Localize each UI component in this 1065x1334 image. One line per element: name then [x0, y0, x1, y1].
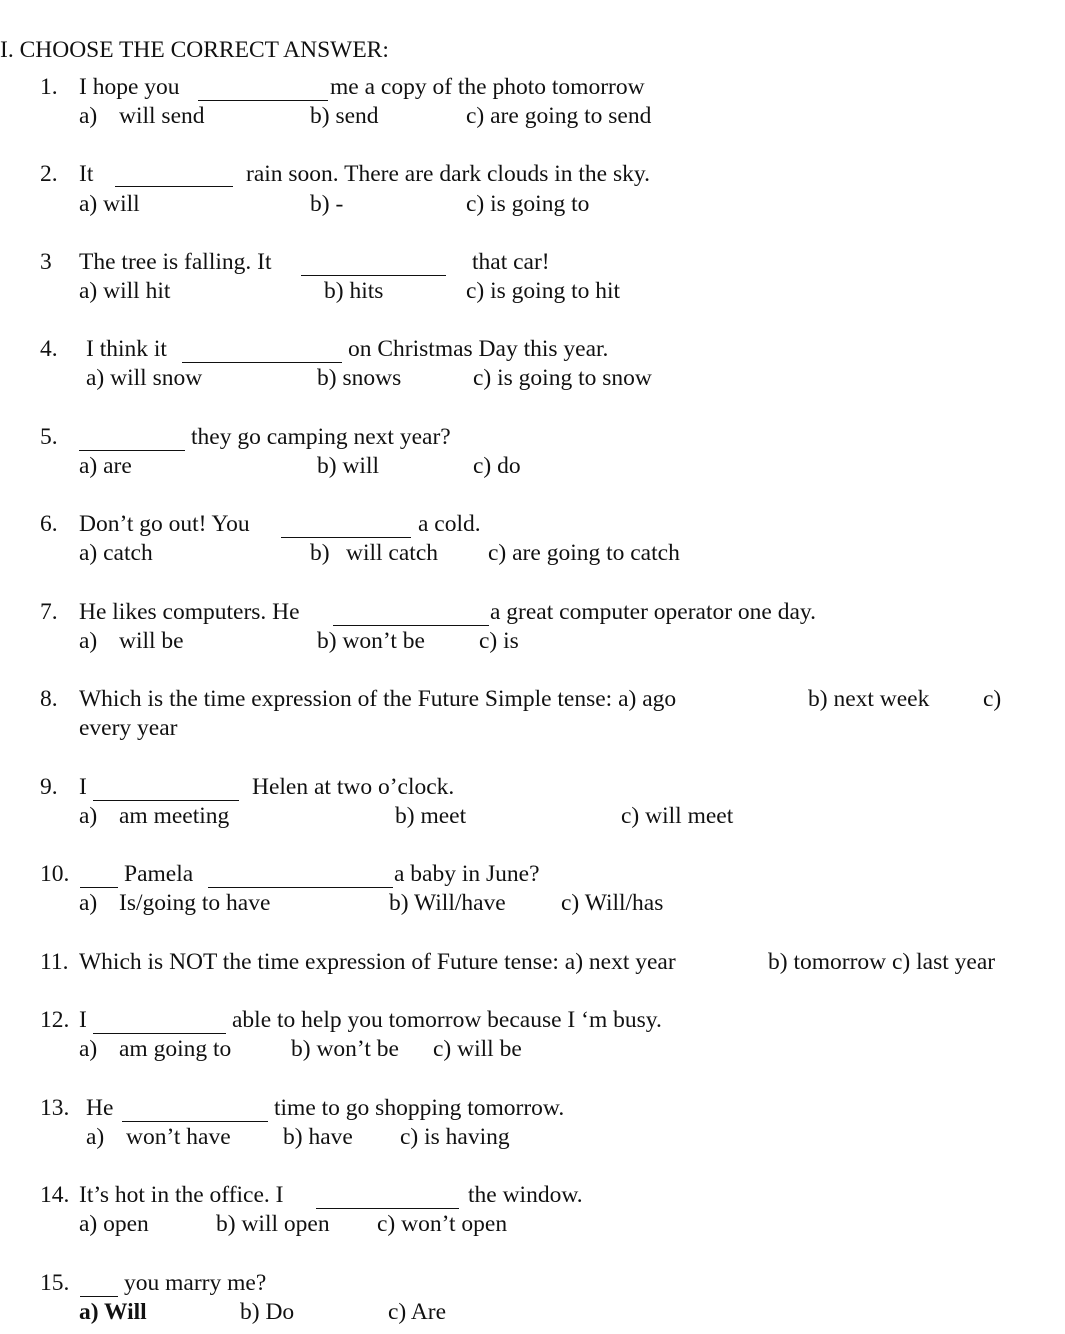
option-a-text: am going to: [119, 1036, 232, 1062]
question-text: time to go shopping tomorrow.: [274, 1095, 565, 1121]
option-c: c) is: [479, 628, 519, 654]
option-a: a) catch: [79, 540, 153, 566]
option-a: a) Will: [79, 1299, 147, 1325]
option-c: c) is going to hit: [466, 278, 621, 304]
question-text: I: [79, 774, 87, 800]
answer-blank[interactable]: [208, 887, 393, 888]
option-b-text: will catch: [346, 540, 439, 566]
option-c: c) Are: [388, 1299, 447, 1325]
question-number: 11.: [40, 949, 69, 975]
option-c-text: every year: [79, 715, 178, 741]
question-text: able to help you tomorrow because I ‘m busy.: [232, 1007, 662, 1033]
question-number: 9.: [40, 774, 58, 800]
question-text: Helen at two o’clock.: [252, 774, 455, 800]
option-c: c) do: [473, 453, 521, 479]
option-a: a) are: [79, 453, 132, 479]
answer-blank[interactable]: [79, 450, 185, 451]
question-text: I think it: [86, 336, 167, 362]
option-a-text: will be: [119, 628, 184, 654]
option-a-text: won’t have: [126, 1124, 231, 1150]
option-c: c) is going to snow: [473, 365, 652, 391]
option-a-text: am meeting: [119, 803, 230, 829]
question-text: a cold.: [418, 511, 481, 537]
question-number: 15.: [40, 1270, 70, 1296]
option-b: b) Will/have: [389, 890, 506, 916]
answer-blank[interactable]: [80, 1296, 118, 1297]
option-a: a) will: [79, 191, 140, 217]
question-number: 14.: [40, 1182, 70, 1208]
question-text: the window.: [468, 1182, 583, 1208]
answer-blank[interactable]: [122, 1121, 268, 1122]
question-text: He likes computers. He: [79, 599, 300, 625]
option-a: a) will snow: [86, 365, 203, 391]
option-b: b) won’t be: [317, 628, 425, 654]
option-b: b) Do: [240, 1299, 295, 1325]
question-text: Don’t go out! You: [79, 511, 250, 537]
question-text: It’s hot in the office. I: [79, 1182, 284, 1208]
question-number: 10.: [40, 861, 70, 887]
question-text: I: [79, 1007, 87, 1033]
option-a-text: Is/going to have: [119, 890, 271, 916]
option-a: a): [79, 890, 98, 916]
answer-blank[interactable]: [115, 186, 233, 187]
option-b: b) -: [310, 191, 344, 217]
question-text: me a copy of the photo tomorrow: [330, 74, 645, 100]
section-heading: I. CHOOSE THE CORRECT ANSWER:: [0, 37, 389, 63]
question-text: Which is NOT the time expression of Future tense: a) next year: [79, 949, 676, 975]
option-c: c) are going to send: [466, 103, 652, 129]
question-number: 2.: [40, 161, 58, 187]
option-c: c) is having: [400, 1124, 510, 1150]
option-a: a) will hit: [79, 278, 171, 304]
question-text: Pamela: [124, 861, 194, 887]
option-a: a): [86, 1124, 105, 1150]
option-b: b) will open: [216, 1211, 330, 1237]
question-number: 4.: [40, 336, 58, 362]
answer-blank[interactable]: [333, 625, 489, 626]
question-number: 3: [40, 249, 52, 275]
question-text: they go camping next year?: [191, 424, 451, 450]
option-c: c) is going to: [466, 191, 590, 217]
question-text: on Christmas Day this year.: [348, 336, 609, 362]
question-number: 7.: [40, 599, 58, 625]
option-b: b) meet: [395, 803, 467, 829]
question-text: a baby in June?: [394, 861, 540, 887]
answer-blank[interactable]: [301, 275, 446, 276]
question-number: 1.: [40, 74, 58, 100]
option-a: a) open: [79, 1211, 149, 1237]
option-c: c) won’t open: [377, 1211, 508, 1237]
question-text: you marry me?: [124, 1270, 267, 1296]
question-number: 13.: [40, 1095, 70, 1121]
option-b: b) won’t be: [291, 1036, 399, 1062]
option-c: c) will meet: [621, 803, 734, 829]
answer-blank[interactable]: [80, 887, 118, 888]
option-c: c) are going to catch: [488, 540, 680, 566]
option-b: b) hits: [324, 278, 384, 304]
option-a-text: will send: [119, 103, 205, 129]
question-text: I hope you: [79, 74, 180, 100]
option-a: a): [79, 628, 98, 654]
answer-blank[interactable]: [93, 1033, 226, 1034]
question-text: It: [79, 161, 94, 187]
question-number: 8.: [40, 686, 58, 712]
question-text: a great computer operator one day.: [490, 599, 817, 625]
question-number: 5.: [40, 424, 58, 450]
question-text: Which is the time expression of the Future Simple tense: a) ago: [79, 686, 677, 712]
option-c: c): [983, 686, 1002, 712]
option-a: a): [79, 803, 98, 829]
option-c: c) Will/has: [561, 890, 664, 916]
top-cut-text: [300, 0, 720, 2]
answer-blank[interactable]: [182, 362, 342, 363]
option-b: b) have: [283, 1124, 353, 1150]
option-b: b): [310, 540, 330, 566]
question-text: that car!: [472, 249, 550, 275]
option-b: b) next week: [808, 686, 930, 712]
question-number: 6.: [40, 511, 58, 537]
question-text: rain soon. There are dark clouds in the sky.: [246, 161, 650, 187]
question-text: The tree is falling. It: [79, 249, 272, 275]
option-b: b) will: [317, 453, 380, 479]
option-a: a): [79, 103, 98, 129]
answer-blank[interactable]: [316, 1208, 459, 1209]
answer-blank[interactable]: [281, 537, 411, 538]
question-number: 12.: [40, 1007, 70, 1033]
option-b: b) snows: [317, 365, 402, 391]
option-c: c) will be: [433, 1036, 522, 1062]
option-a: a): [79, 1036, 98, 1062]
answer-blank[interactable]: [93, 800, 239, 801]
question-text: He: [86, 1095, 114, 1121]
option-b: b) send: [310, 103, 379, 129]
answer-blank[interactable]: [198, 100, 328, 101]
option-b-c: b) tomorrow c) last year: [768, 949, 996, 975]
